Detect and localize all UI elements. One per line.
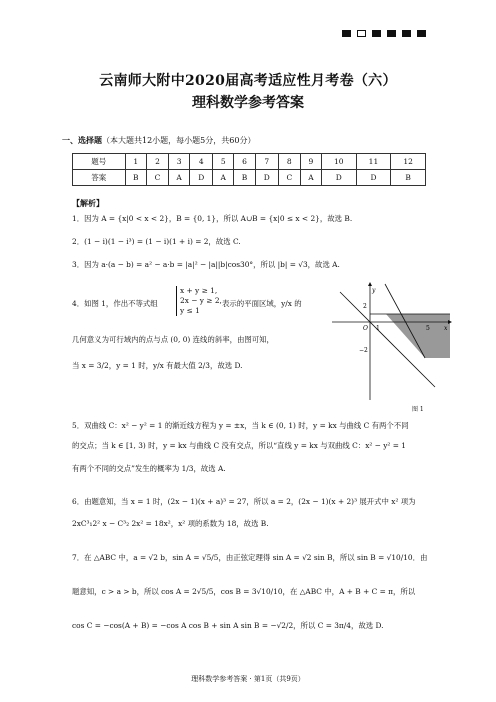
question-6-line1: 6．由题意知，当 x = 1 时，(2x − 1)(x + a)³ = 27，所以 a = 2，(2x − 1)(x + 2)³ 展开式中 x² 项为 — [72, 497, 416, 506]
table-cell: 4 — [190, 154, 213, 170]
square-icon — [402, 30, 411, 37]
question-4-line3: 几何意义为可行域内的点与点 (0, 0) 连线的斜率，由图可知， — [72, 335, 274, 344]
row-label: 答案 — [73, 170, 126, 186]
table-cell: 8 — [278, 154, 300, 170]
table-cell: D — [255, 170, 278, 186]
table-cell: B — [234, 170, 255, 186]
question-5-line1: 5．双曲线 C：x² − y² = 1 的渐近线方程为 y = ±x，当 k ∈ (0, 1) 时，y = kx 与曲线 C 有两个不同 — [72, 421, 409, 430]
table-cell: 6 — [234, 154, 255, 170]
origin-label: O — [363, 325, 368, 332]
table-cell: C — [146, 170, 168, 186]
table-cell: 2 — [146, 154, 168, 170]
inequality-system — [176, 286, 222, 316]
question-4-line1: 4．如图 1，作出不等式组 — [72, 299, 158, 308]
question-6-line2: 2xC³₁2² x − C³₂ 2x² = 18x²，x² 项的系数为 18，故选 B. — [72, 519, 269, 528]
question-4-line4: 当 x = 3/2，y = 1 时，y/x 有最大值 2/3，故选 D. — [72, 361, 243, 370]
analysis-heading: 【解析】 — [72, 199, 104, 208]
square-icon — [417, 30, 426, 37]
feasible-region-figure — [330, 282, 452, 402]
table-cell: 10 — [321, 154, 356, 170]
question-5-line3: 有两个不同的交点”发生的概率为 1/3，故选 A. — [72, 464, 226, 473]
table-cell: 1 — [125, 154, 146, 170]
decorative-squares — [342, 30, 426, 37]
table-cell: A — [213, 170, 234, 186]
inequality-2: 2x − y ≥ 2, — [180, 296, 222, 305]
table-cell: B — [391, 170, 426, 186]
table-cell: A — [169, 170, 190, 186]
table-cell: 3 — [169, 154, 190, 170]
inequality-1: x + y ≥ 1, — [180, 286, 218, 295]
question-4-line2: 表示的平面区域，y/x 的 — [222, 299, 302, 308]
question-7-line2: 题意知，c > a > b，所以 cos A = 2√5/5，cos B = 3√10/10，在 △ABC 中，A + B + C = π，所以 — [72, 587, 416, 596]
page-subtitle: 理科数学参考答案 — [192, 95, 304, 111]
table-cell: D — [190, 170, 213, 186]
square-outline-icon — [357, 30, 366, 37]
inequality-3: y ≤ 1 — [180, 306, 200, 315]
section-heading — [62, 135, 255, 146]
table-cell: A — [300, 170, 321, 186]
square-icon — [342, 30, 351, 37]
table-row — [73, 154, 426, 170]
page-title: 云南师大附中2020届高考适应性月考卷（六） — [99, 73, 397, 89]
tick-label: −2 — [359, 347, 368, 354]
question-7-line1: 7．在 △ABC 中，a = √2 b，sin A = √5/5，由正弦定理得 sin A = √2 sin B，所以 sin B = √10/10．由 — [72, 553, 428, 562]
table-cell: 9 — [300, 154, 321, 170]
question-3: 3．因为 a·(a − b) = a² − a·b = |a|² − |a||b|cos30°，所以 |b| = √3，故选 A. — [72, 260, 340, 269]
section-title: 一、选择题 — [62, 136, 102, 145]
y-arrow-icon — [368, 282, 372, 286]
square-icon — [387, 30, 396, 37]
table-cell: 12 — [391, 154, 426, 170]
table-cell: D — [321, 170, 356, 186]
table-cell: D — [356, 170, 391, 186]
answer-table — [72, 153, 426, 186]
tick-label: 2 — [363, 303, 367, 310]
tick-label: 5 — [426, 325, 430, 332]
page-footer: 理科数学参考答案 · 第1页（共9页） — [191, 675, 305, 683]
table-cell: B — [125, 170, 146, 186]
question-1: 1．因为 A = {x|0 < x < 2}，B = {0, 1}，所以 A∪B = {x|0 ≤ x < 2}，故选 B. — [72, 214, 353, 223]
table-cell: 5 — [213, 154, 234, 170]
table-cell: 7 — [255, 154, 278, 170]
tick-label: 1 — [376, 325, 380, 332]
question-5-line2: 的交点；当 k ∈ [1, 3) 时，y = kx 与曲线 C 没有交点，所以“直线 y = kx 与双曲线 C：x² − y² = 1 — [72, 441, 406, 450]
table-cell: 11 — [356, 154, 391, 170]
axis-x-label: x — [444, 325, 448, 332]
shaded-region — [386, 314, 450, 358]
square-icon — [372, 30, 381, 37]
question-7-line3: cos C = −cos(A + B) = −cos A cos B + sin A sin B = −√2/2，所以 C = 3π/4，故选 D. — [72, 621, 384, 630]
table-row — [73, 170, 426, 186]
row-label: 题号 — [73, 154, 126, 170]
section-desc: （本大题共12小题，每小题5分，共60分） — [102, 136, 256, 145]
question-2: 2．(1 − i)(1 − i³) = (1 − i)(1 + i) = 2，故选 C. — [72, 237, 241, 246]
table-cell: C — [278, 170, 300, 186]
axis-y-label: y — [372, 287, 376, 294]
figure-caption: 图 1 — [412, 406, 424, 413]
